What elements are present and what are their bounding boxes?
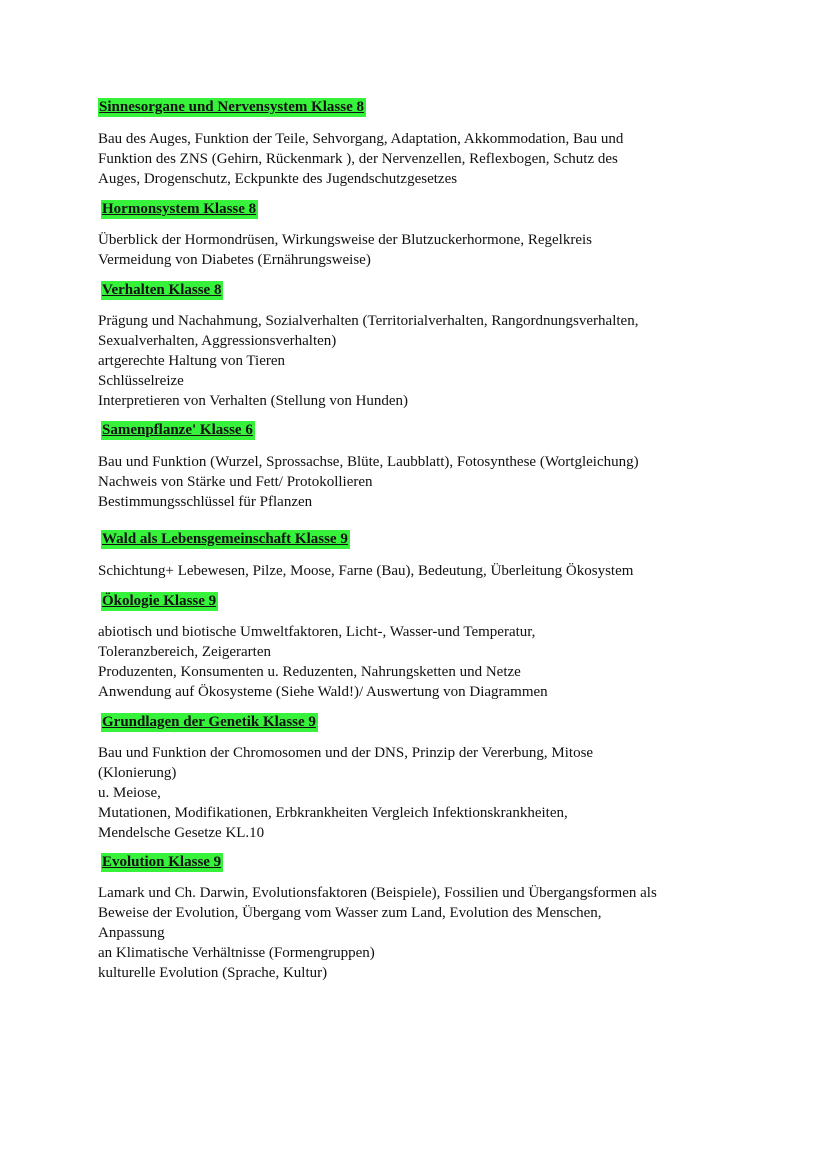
body-line: Vermeidung von Diabetes (Ernährungsweise)	[98, 252, 371, 268]
body-line: Funktion des ZNS (Gehirn, Rückenmark ), der Nervenzellen, Reflexbogen, Schutz des	[98, 151, 618, 167]
section-heading-evolution: Evolution Klasse 9	[102, 854, 222, 870]
body-line: Mendelsche Gesetze KL.10	[98, 825, 265, 841]
body-line: Bau des Auges, Funktion der Teile, Sehvorgang, Adaptation, Akkommodation, Bau und	[98, 131, 624, 147]
body-line: an Klimatische Verhältnisse (Formengruppen)	[98, 945, 375, 961]
section-body-genetik	[98, 743, 738, 843]
section-heading-genetik: Grundlagen der Genetik Klasse 9	[102, 714, 316, 730]
body-line: Auges, Drogenschutz, Eckpunkte des Jugendschutzgesetzes	[98, 171, 458, 187]
section-body-verhalten	[98, 311, 738, 411]
section-body-wald	[98, 561, 738, 581]
section-heading-samenpflanze: Samenpflanze' Klasse 6	[102, 422, 253, 438]
body-line: (Klonierung)	[98, 765, 177, 781]
section-heading-oekologie: Ökologie Klasse 9	[102, 593, 217, 609]
body-line: u. Meiose,	[98, 785, 161, 801]
section-body-samenpflanze	[98, 452, 738, 512]
section-heading-verhalten: Verhalten Klasse 8	[102, 282, 222, 298]
body-line: abiotisch und biotische Umweltfaktoren, Licht-, Wasser-und Temperatur,	[98, 624, 536, 640]
section-body-hormonsystem	[98, 230, 738, 270]
body-line: Überblick der Hormondrüsen, Wirkungsweise der Blutzuckerhormone, Regelkreis	[98, 232, 592, 248]
section-heading-hormonsystem: Hormonsystem Klasse 8	[102, 201, 257, 217]
section-heading-wald: Wald als Lebensgemeinschaft Klasse 9	[102, 531, 348, 547]
section-body-oekologie	[98, 622, 738, 702]
body-line: Anpassung	[98, 925, 165, 941]
body-line: Sexualverhalten, Aggressionsverhalten)	[98, 333, 337, 349]
body-line: Lamark und Ch. Darwin, Evolutionsfaktoren (Beispiele), Fossilien und Übergangsformen als	[98, 885, 657, 901]
body-line: Toleranzbereich, Zeigerarten	[98, 644, 272, 660]
body-line: Bau und Funktion (Wurzel, Sprossachse, Blüte, Laubblatt), Fotosynthese (Wortgleichung)	[98, 454, 639, 470]
body-line: Produzenten, Konsumenten u. Reduzenten, Nahrungsketten und Netze	[98, 664, 521, 680]
section-body-sinnesorgane	[98, 129, 738, 189]
body-line: Bestimmungsschlüssel für Pflanzen	[98, 494, 313, 510]
body-line: Mutationen, Modifikationen, Erbkrankheiten Vergleich Infektionskrankheiten,	[98, 805, 568, 821]
body-line: artgerechte Haltung von Tieren	[98, 353, 286, 369]
section-heading-sinnesorgane: Sinnesorgane und Nervensystem Klasse 8	[99, 99, 365, 115]
body-line: Schlüsselreize	[98, 373, 184, 389]
body-line: Prägung und Nachahmung, Sozialverhalten (Territorialverhalten, Rangordnungsverhalten,	[98, 313, 639, 329]
body-line: Beweise der Evolution, Übergang vom Wasser zum Land, Evolution des Menschen,	[98, 905, 602, 921]
section-body-evolution	[98, 883, 738, 983]
body-line: kulturelle Evolution (Sprache, Kultur)	[98, 965, 328, 981]
body-line: Bau und Funktion der Chromosomen und der DNS, Prinzip der Vererbung, Mitose	[98, 745, 594, 761]
body-line: Interpretieren von Verhalten (Stellung von Hunden)	[98, 393, 409, 409]
body-line: Anwendung auf Ökosysteme (Siehe Wald!)/ Auswertung von Diagrammen	[98, 684, 548, 700]
body-line: Nachweis von Stärke und Fett/ Protokollieren	[98, 474, 373, 490]
body-line: Schichtung+ Lebewesen, Pilze, Moose, Farne (Bau), Bedeutung, Überleitung Ökosystem	[98, 563, 634, 579]
